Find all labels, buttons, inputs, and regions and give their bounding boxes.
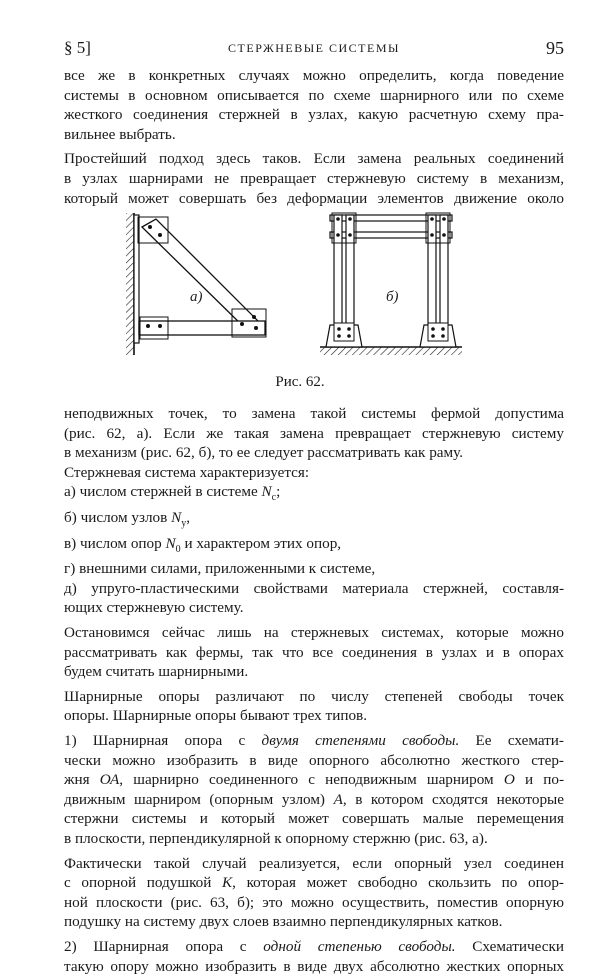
running-header [64, 38, 564, 60]
text-line: в механизм (рис. 62, б), то ее следует рассматривать как раму. [64, 444, 464, 462]
text-line: в узлах шарнирами не превращает стержневую систему в механизм, [64, 169, 564, 187]
text-block-bottom [64, 404, 564, 976]
text-line: подушку на систему двух слоев взаимно перпендикулярных катков. [64, 913, 503, 931]
figure-label-b: б) [386, 289, 399, 305]
list-item: а) числом стержней в системе $N_с$; [64, 483, 281, 504]
section-number: § 5] [64, 38, 91, 57]
page-number: 95 [546, 38, 564, 58]
text-line: 1) Шарнирная опора с двумя степенями свободы. Ее схемати- [64, 732, 564, 749]
text-line: в плоскости, перпендикулярной к опорному стержню (рис. 63, а). [64, 829, 488, 847]
text-line: движным шарниром (опорным узлом) А, в котором сходятся некоторые [64, 790, 565, 808]
list-item: г) внешними силами, приложенными к системе, [64, 560, 376, 578]
text-line: все же в конкретных случаях можно определить, когда поведение [64, 67, 564, 84]
text-line: с опорной подушкой К, которая может свободно скользить по опор- [64, 874, 564, 892]
text-line: Фактически такой случай реализуется, если опорный узел соединен [64, 854, 564, 872]
figure-caption: Рис. 62. [275, 374, 325, 390]
text-line: Шарнирные опоры различают по числу степеней свободы точек [64, 687, 564, 705]
list-item: б) числом узлов $N_у$, [64, 509, 191, 530]
text-line: неподвижных точек, то замена такой системы фермой допустима [64, 405, 564, 422]
text-line: опоры. Шарнирные опоры бывают трех типов. [64, 707, 368, 725]
text-line: жня ОА, шарнирно соединенного с неподвижным шарниром О и по- [64, 771, 565, 789]
text-line: который может совершать без деформации элементов движение около [64, 189, 564, 207]
text-line: (рис. 62, а). Если же такая замена превращает стержневую систему [64, 424, 564, 442]
list-item: ющих стержневую систему. [64, 599, 244, 617]
text-line: будем считать шарнирными. [64, 663, 249, 681]
text-line: такую опору можно изобразить в виде двух абсолютно жестких опорных [64, 957, 564, 975]
text-line: рассматривать как фермы, так что все соединения в узлах и в опорах [64, 643, 564, 661]
text-line: чески можно изобразить в виде опорного абсолютно жесткого стер- [64, 751, 564, 769]
text-line: стержни системы и который может совершать малые перемещения [64, 810, 564, 828]
truss-bracket-drawing [126, 213, 266, 355]
text-line: 2) Шарнирная опора с одной степенью свободы. Схематически [64, 937, 564, 955]
text-line: жесткого соединения стержней в узлах, какую расчетную схему пра- [64, 106, 564, 124]
list-item: в) числом опор $N_0$ и характером этих опор, [64, 534, 342, 555]
figure-label-a: а) [190, 289, 203, 305]
list-intro: Стержневая система характеризуется: [64, 463, 310, 481]
frame-drawing [320, 213, 462, 355]
list-item: д) упруго-пластическими свойствами материала стержней, составля- [64, 579, 564, 597]
running-title: СТЕРЖНЕВЫЕ СИСТЕМЫ [228, 41, 400, 55]
figure-62 [120, 205, 480, 365]
text-line: Простейший подход здесь таков. Если замена реальных соединений [64, 150, 564, 168]
text-line: Остановимся сейчас лишь на стержневых системах, которые можно [64, 624, 564, 642]
text-line: системы в основном описывается по схеме шарнирного или по схеме [64, 86, 564, 104]
text-line: вильнее выбрать. [64, 125, 176, 143]
text-block-top [64, 66, 564, 208]
text-line: ной плоскости (рис. 63, б); это можно осуществить, поместив опорную [64, 893, 564, 911]
